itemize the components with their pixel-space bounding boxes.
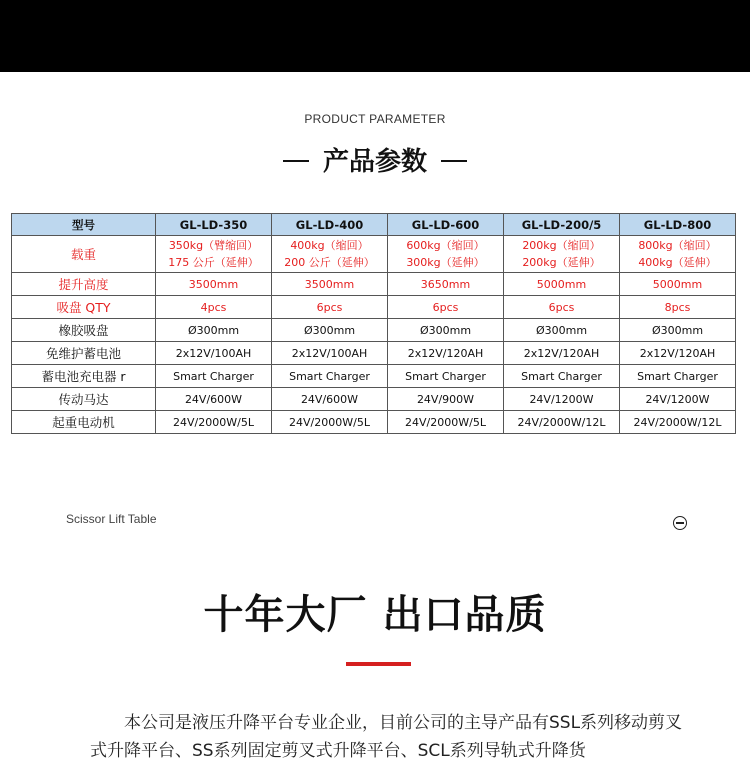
- table-cell: 24V/2000W/5L: [388, 411, 504, 434]
- row-label: 起重电动机: [12, 411, 156, 434]
- section-title-wrap: [0, 141, 750, 178]
- model-header: GL-LD-350: [156, 214, 272, 236]
- headline: 十年大厂 出口品质: [203, 592, 547, 638]
- table-row-drive-motor: [12, 388, 736, 411]
- table-cell: Ø300mm: [620, 319, 736, 342]
- model-header: GL-LD-200/5: [504, 214, 620, 236]
- table-row-lift-motor: [12, 411, 736, 434]
- table-cell: 3650mm: [388, 273, 504, 296]
- title-dash-left: [283, 160, 309, 162]
- table-row-lift-height: [12, 273, 736, 296]
- row-label: 免维护蓄电池: [12, 342, 156, 365]
- cell-line: 800kg（缩回）: [638, 239, 717, 252]
- table-cell: 24V/1200W: [620, 388, 736, 411]
- table-cell: Ø300mm: [504, 319, 620, 342]
- table-cell: 2x12V/120AH: [620, 342, 736, 365]
- table-header-row: [12, 214, 736, 236]
- table-cell: 6pcs: [504, 296, 620, 319]
- table-cell: 4pcs: [156, 296, 272, 319]
- table-cell: Smart Charger: [504, 365, 620, 388]
- row-label: 传动马达: [12, 388, 156, 411]
- table-cell: [156, 236, 272, 273]
- header-label: 型号: [12, 214, 156, 236]
- cell-line: 600kg（缩回）: [406, 239, 485, 252]
- cell-line: 200kg（延伸）: [522, 256, 601, 269]
- table-row-battery: [12, 342, 736, 365]
- title-dash-right: [441, 160, 467, 162]
- table-cell: 2x12V/120AH: [388, 342, 504, 365]
- table-cell: 2x12V/100AH: [272, 342, 388, 365]
- table-cell: 2x12V/100AH: [156, 342, 272, 365]
- parameter-table: [11, 213, 736, 434]
- table-cell: Ø300mm: [272, 319, 388, 342]
- table-cell: [504, 236, 620, 273]
- table-cell: Ø300mm: [388, 319, 504, 342]
- table-cell: 6pcs: [272, 296, 388, 319]
- table-cell: 24V/2000W/12L: [620, 411, 736, 434]
- table-cell: 6pcs: [388, 296, 504, 319]
- face-icon: [673, 516, 687, 530]
- table-cell: Smart Charger: [156, 365, 272, 388]
- headline-underline: [346, 662, 411, 666]
- table-cell: 8pcs: [620, 296, 736, 319]
- cell-line: 175 公斤（延伸）: [168, 256, 259, 269]
- table-cell: Ø300mm: [156, 319, 272, 342]
- model-header: GL-LD-400: [272, 214, 388, 236]
- tagline: Scissor Lift Table: [66, 512, 157, 526]
- table-cell: 3500mm: [156, 273, 272, 296]
- cell-line: 200 公斤（延伸）: [284, 256, 375, 269]
- table-row-charger: [12, 365, 736, 388]
- table-cell: 24V/600W: [156, 388, 272, 411]
- table-cell: 3500mm: [272, 273, 388, 296]
- table-cell: 2x12V/120AH: [504, 342, 620, 365]
- table-cell: 24V/900W: [388, 388, 504, 411]
- cell-line: 200kg（缩回）: [522, 239, 601, 252]
- cell-line: 350kg（臂缩回）: [168, 239, 259, 252]
- table-cell: Smart Charger: [620, 365, 736, 388]
- intro-paragraph: 本公司是液压升降平台专业企业，目前公司的主导产品有SSL系列移动剪叉式升降平台、SS系列固定剪叉式升降平台、SCL系列导轨式升降货: [90, 713, 683, 761]
- table-cell: 24V/600W: [272, 388, 388, 411]
- cell-line: 300kg（延伸）: [406, 256, 485, 269]
- row-label: 提升高度: [12, 273, 156, 296]
- cell-line: 400kg（缩回）: [290, 239, 369, 252]
- row-label: 载重: [12, 236, 156, 273]
- table-cell: 5000mm: [504, 273, 620, 296]
- table-row-suction-qty: [12, 296, 736, 319]
- table-row-load: [12, 236, 736, 273]
- top-banner-bar: [0, 0, 750, 72]
- table-cell: [272, 236, 388, 273]
- row-label: 橡胶吸盘: [12, 319, 156, 342]
- row-label: 吸盘 QTY: [12, 296, 156, 319]
- table-cell: [388, 236, 504, 273]
- table-cell: Smart Charger: [388, 365, 504, 388]
- table-cell: 24V/2000W/12L: [504, 411, 620, 434]
- table-cell: 24V/1200W: [504, 388, 620, 411]
- table-cell: 5000mm: [620, 273, 736, 296]
- table-row-rubber-cup: [12, 319, 736, 342]
- section-title: 产品参数: [322, 147, 427, 177]
- table-cell: 24V/2000W/5L: [272, 411, 388, 434]
- model-header: GL-LD-600: [388, 214, 504, 236]
- row-label: 蓄电池充电器 r: [12, 365, 156, 388]
- section-subtitle: PRODUCT PARAMETER: [304, 112, 446, 126]
- cell-line: 400kg（延伸）: [638, 256, 717, 269]
- model-header: GL-LD-800: [620, 214, 736, 236]
- table-cell: Smart Charger: [272, 365, 388, 388]
- table-cell: 24V/2000W/5L: [156, 411, 272, 434]
- table-cell: [620, 236, 736, 273]
